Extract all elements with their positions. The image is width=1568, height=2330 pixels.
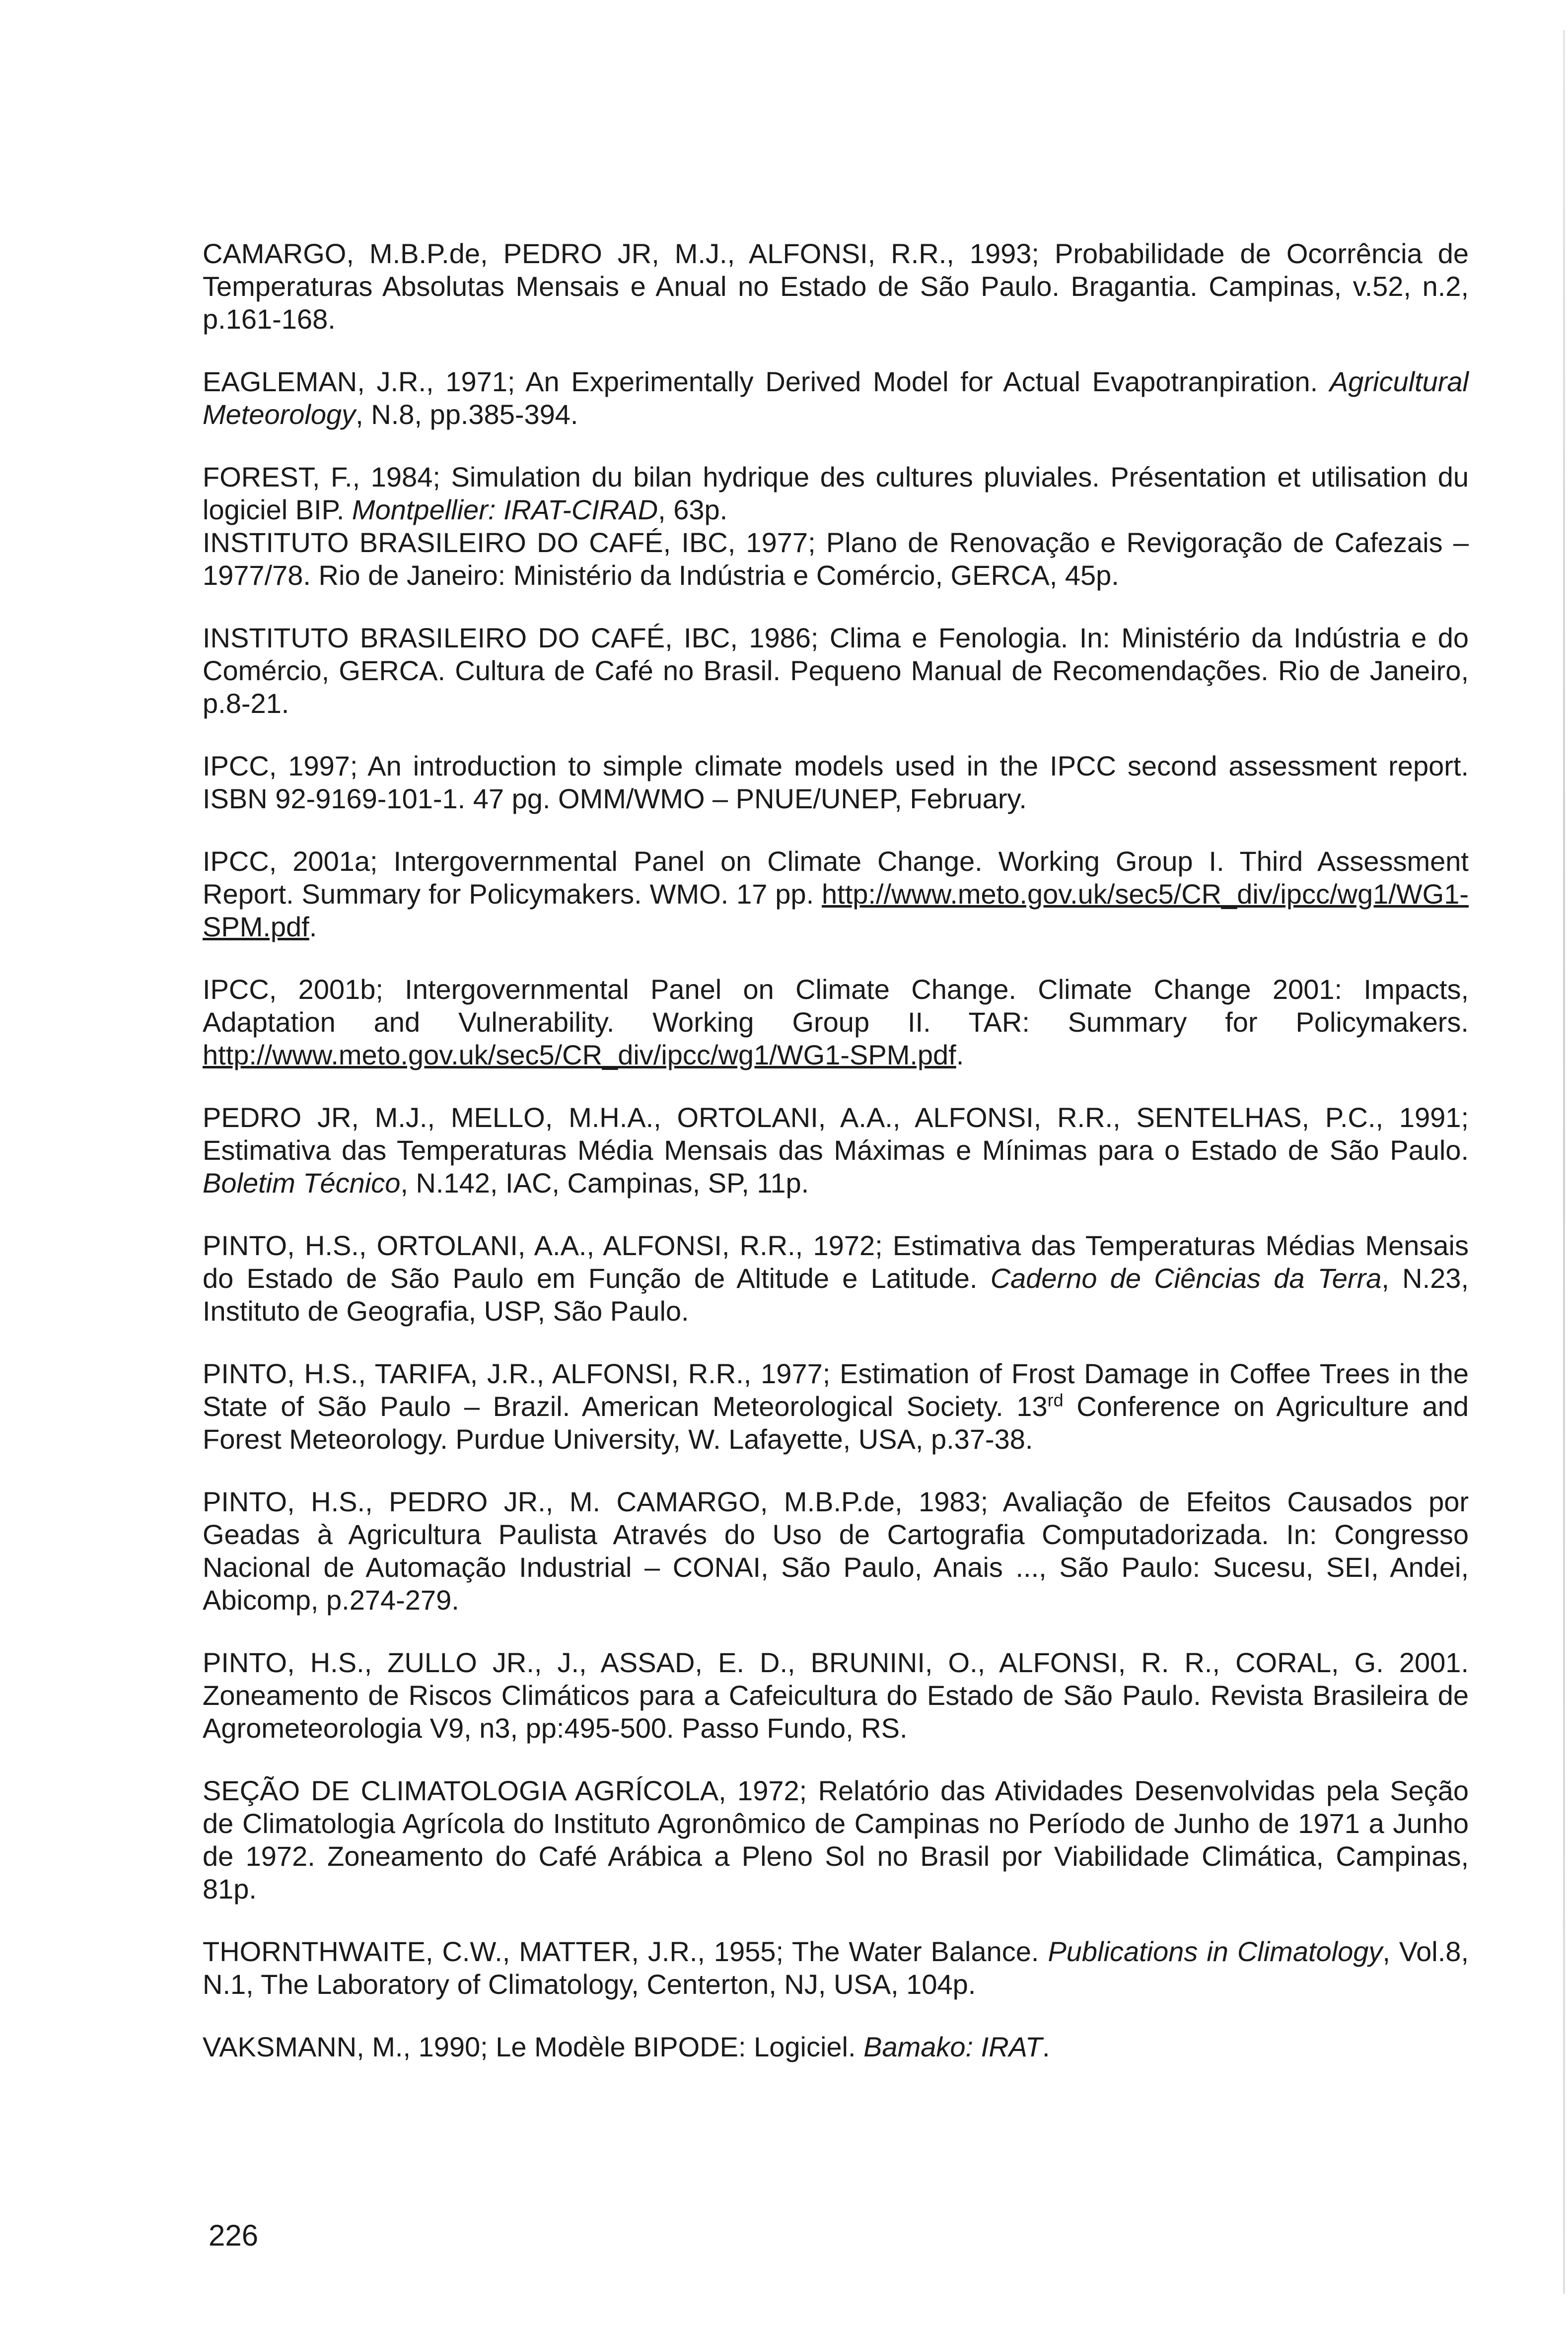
reference-entry (203, 1646, 1469, 1745)
reference-list (203, 237, 1469, 2093)
reference-text: IPCC, 2001a; Intergovernmental Panel on Climate Change. Working Group I. Third Assessment Report. Summary for Policymakers. WMO. 17 pp. (203, 846, 1469, 910)
reference-journal: Caderno de Ciências da Terra (990, 1263, 1382, 1294)
reference-text: FOREST, F., 1984; Simulation du bilan hydrique des cultures pluviales. Présentation et utilisation du logiciel BIP. (203, 461, 1469, 525)
reference-entry (203, 1101, 1469, 1200)
reference-journal: Boletim Técnico (203, 1167, 401, 1199)
reference-text: PINTO, H.S., TARIFA, J.R., ALFONSI, R.R., 1977; Estimation of Frost Damage in Coffee Trees in the State of São Paulo – Brazil. American Meteorological Society. 13 (203, 1358, 1469, 1422)
reference-entry (203, 1774, 1469, 1906)
page-number: 226 (209, 2219, 259, 2252)
reference-entry (203, 1935, 1469, 2001)
reference-text: IPCC, 2001b; Intergovernmental Panel on Climate Change. Climate Change 2001: Impacts, Adaptation and Vulnerability. Working Group II. TAR: Summary for Policymakers. (203, 974, 1469, 1038)
reference-text: EAGLEMAN, J.R., 1971; An Experimentally Derived Model for Actual Evapotranpiration. (203, 366, 1330, 397)
reference-text: , Vol.8, N.1, The Laboratory of Climatology, Centerton, NJ, USA, 104p. (203, 1936, 1469, 2000)
reference-entry (203, 526, 1469, 592)
reference-text: . (309, 911, 317, 942)
page-edge-shadow (1563, 30, 1565, 2294)
reference-text: CAMARGO, M.B.P.de, PEDRO JR, M.J., ALFONSI, R.R., 1993; Probabilidade de Ocorrência de Temperaturas Absolutas Mensais e Anual no Estado de São Paulo. Bragantia. Campinas, v.52, n.2, p.161-168. (203, 238, 1469, 335)
reference-text: , 63p. (658, 494, 728, 525)
reference-journal: Agricultural Meteorology (203, 366, 1469, 430)
reference-text: , N.23, Instituto de Geografia, USP, São Paulo. (203, 1263, 1469, 1327)
reference-text: PEDRO JR, M.J., MELLO, M.H.A., ORTOLANI, A.A., ALFONSI, R.R., SENTELHAS, P.C., 1991; Estimativa das Temperaturas Média Mensais das Máximas e Mínimas para o Estado de São Paulo. (203, 1102, 1469, 1166)
reference-text: PINTO, H.S., PEDRO JR., M. CAMARGO, M.B.P.de, 1983; Avaliação de Efeitos Causados por Geadas à Agricultura Paulista Através do Uso de Cartografia Computadorizada. In: Congresso Nacional de Automação Industrial – CONAI, São Paulo, Anais ..., São Paulo: Sucesu, SEI, Andei, Abicomp, p.274-279. (203, 1486, 1469, 1616)
reference-text: THORNTHWAITE, C.W., MATTER, J.R., 1955; The Water Balance. (203, 1936, 1048, 1967)
reference-publisher: Montpellier: IRAT-CIRAD (352, 494, 658, 525)
reference-text: Conference on Agriculture and Forest Meteorology. Purdue University, W. Lafayette, USA, p.37-38. (203, 1391, 1469, 1455)
reference-entry (203, 750, 1469, 815)
reference-entry (203, 973, 1469, 1071)
reference-publisher: Bamako: IRAT (863, 2031, 1043, 2062)
reference-entry (203, 461, 1469, 526)
reference-text: PINTO, H.S., ORTOLANI, A.A., ALFONSI, R.R., 1972; Estimativa das Temperaturas Médias Mensais do Estado de São Paulo em Função de Altitude e Latitude. (203, 1230, 1469, 1294)
reference-entry (203, 845, 1469, 943)
reference-journal: Publications in Climatology (1048, 1936, 1383, 1967)
reference-text: . (956, 1039, 964, 1070)
reference-text: INSTITUTO BRASILEIRO DO CAFÉ, IBC, 1986; Clima e Fenologia. In: Ministério da Indústria e do Comércio, GERCA. Cultura de Café no Brasil. Pequeno Manual de Recomendações. Rio de Janeiro, p.8-21. (203, 622, 1469, 719)
reference-entry (203, 1357, 1469, 1456)
reference-url-link[interactable]: http://www.meto.gov.uk/sec5/CR_div/ipcc/wg1/WG1-SPM.pdf (203, 1039, 956, 1070)
reference-entry (203, 1229, 1469, 1328)
ordinal-superscript: rd (1047, 1390, 1064, 1411)
reference-entry (203, 237, 1469, 336)
reference-text: , N.8, pp.385-394. (356, 399, 578, 430)
reference-entry (203, 1485, 1469, 1617)
reference-url-link[interactable]: http://www.meto.gov.uk/sec5/CR_div/ipcc/wg1/WG1-SPM.pdf (203, 878, 1469, 942)
reference-text: INSTITUTO BRASILEIRO DO CAFÉ, IBC, 1977; Plano de Renovação e Revigoração de Cafezais – 1977/78. Rio de Janeiro: Ministério da Indústria e Comércio, GERCA, 45p. (203, 527, 1469, 591)
reference-text: SEÇÃO DE CLIMATOLOGIA AGRÍCOLA, 1972; Relatório das Atividades Desenvolvidas pela Seção de Climatologia Agrícola do Instituto Agronômico de Campinas no Período de Junho de 1971 a Junho de 1972. Zoneamento do Café Arábica a Pleno Sol no Brasil por Viabilidade Climática, Campinas, 81p. (203, 1775, 1469, 1905)
reference-text: . (1042, 2031, 1050, 2062)
reference-text: , N.142, IAC, Campinas, SP, 11p. (400, 1167, 809, 1199)
reference-text: VAKSMANN, M., 1990; Le Modèle BIPODE: Logiciel. (203, 2031, 864, 2062)
reference-text: IPCC, 1997; An introduction to simple climate models used in the IPCC second assessment report. ISBN 92-9169-101-1. 47 pg. OMM/WMO – PNUE/UNEP, February. (203, 750, 1469, 814)
reference-entry (203, 2031, 1469, 2063)
reference-entry (203, 365, 1469, 431)
reference-entry (203, 622, 1469, 720)
reference-text: PINTO, H.S., ZULLO JR., J., ASSAD, E. D., BRUNINI, O., ALFONSI, R. R., CORAL, G. 2001. Zoneamento de Riscos Climáticos para a Cafeicultura do Estado de São Paulo. Revista Brasileira de Agrometeorologia V9, n3, pp:495-500. Passo Fundo, RS. (203, 1647, 1469, 1744)
